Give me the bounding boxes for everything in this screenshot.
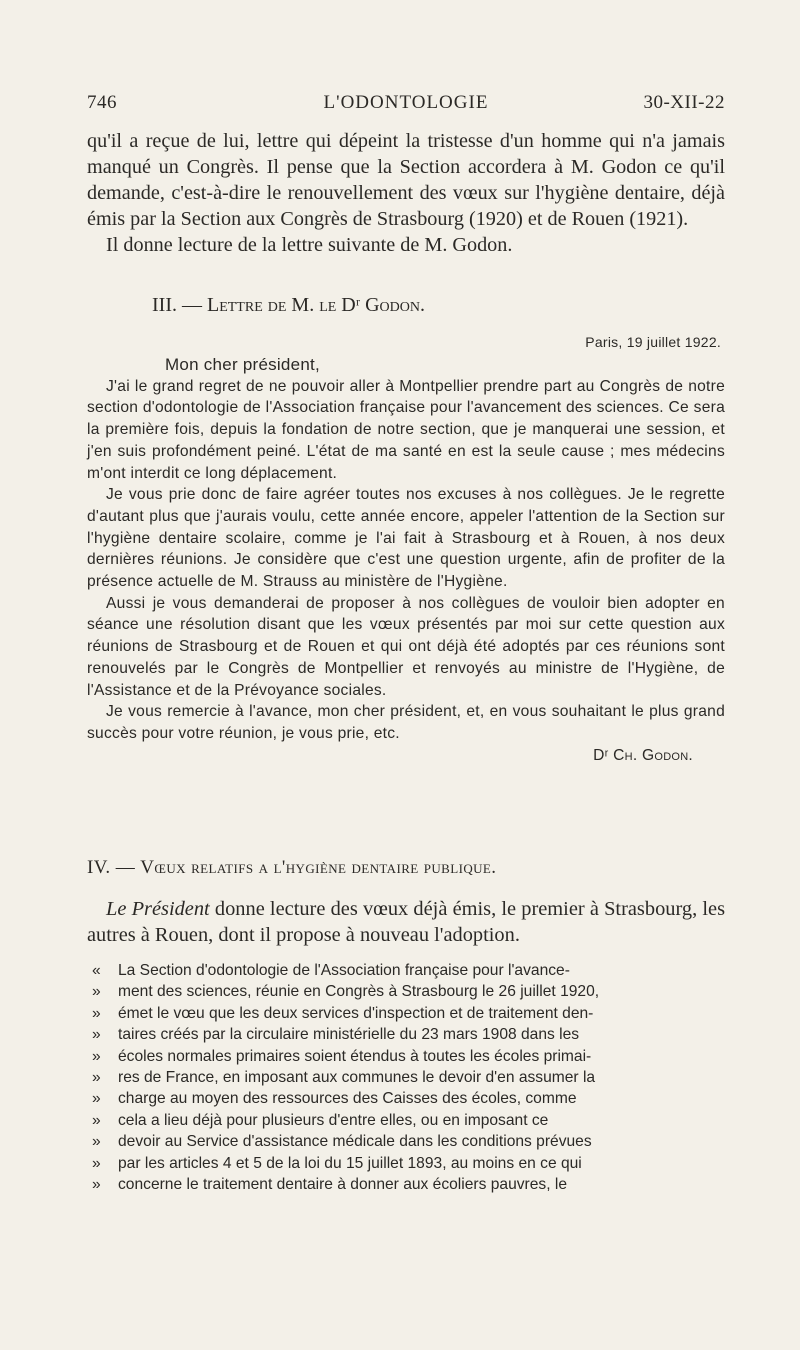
letter-paragraph: Je vous prie donc de faire agréer toutes nos excuses à nos collègues. Je le regrette d'autant plus que j'aurais voulu, cette année encore, appeler l'attention de la Section sur l'hygiène dentaire scolaire, comme je l'ai fait à Strasbourg et à Rouen, à nos deux dernières réunions. Je considère que c'est une question urgente, afin de profiter de la présence actuelle de M. Strauss au ministère de l'Hygiène. xyxy=(87,486,725,591)
letter-paragraph: Je vous remercie à l'avance, mon cher président, et, en vous souhaitant le plus grand succès pour votre réunion, je vous prie, etc. xyxy=(87,703,725,742)
section-title: Vœux relatifs a l'hygiène dentaire publique. xyxy=(140,857,497,878)
quote-line: » par les articles 4 et 5 de la loi du 15 juillet 1893, au moins en ce qui xyxy=(92,1154,582,1172)
quote-line: » cela a lieu déjà pour plusieurs d'entre elles, ou en imposant ce xyxy=(92,1111,549,1129)
intro-paragraph: Il donne lecture de la lettre suivante de M. Godon. xyxy=(106,234,513,256)
quote-line: » ment des sciences, réunie en Congrès à Strasbourg le 26 juillet 1920, xyxy=(92,983,600,1001)
quote-line: » émet le vœu que les deux services d'inspection et de traitement den- xyxy=(92,1004,594,1022)
president-label: Le Président xyxy=(106,898,210,920)
issue-date: 30-XII-22 xyxy=(643,92,725,113)
quote-line: » taires créés par la circulaire ministérielle du 23 mars 1908 dans les xyxy=(92,1026,580,1044)
president-statement: donne lecture des vœux déjà émis, le premier à Strasbourg, les autres à Rouen, dont il propose à nouveau l'adoption. xyxy=(87,898,726,946)
quote-line: » écoles normales primaires soient étendus à toutes les écoles primai- xyxy=(92,1047,592,1065)
intro-text xyxy=(87,128,725,258)
section-heading-iii xyxy=(152,294,712,317)
letter-paragraph: Aussi je vous demanderai de proposer à nos collègues de vouloir bien adopter en séance une résolution disant que les vœux présentés par moi sur cette question aux réunions de Strasbourg et de Rouen et qui ont déjà été adoptés par ces réunions sont renouvelés par le Congrès de Montpellier et renvoyés au ministre de l'Hygiène, de l'Assistance et de la Prévoyance sociales. xyxy=(87,594,725,699)
page-number: 746 xyxy=(87,92,117,113)
quote-line: « La Section d'odontologie de l'Association française pour l'avance- xyxy=(92,962,570,979)
letter-signature: Dʳ Ch. Godon. xyxy=(593,746,693,764)
running-title: L'ODONTOLOGIE xyxy=(323,92,489,113)
quoted-resolution xyxy=(92,960,722,1195)
section-title: Lettre de M. le Dʳ Godon. xyxy=(206,294,425,316)
letter-salutation: Mon cher président, xyxy=(165,354,320,374)
quote-line: » concerne le traitement dentaire à donner aux écoliers pauvres, le xyxy=(92,1176,568,1194)
letter-place-date: Paris, 19 juillet 1922. xyxy=(585,334,721,350)
letter-paragraph: J'ai le grand regret de ne pouvoir aller à Montpellier prendre part au Congrès de notre section d'odontologie de l'Association française pour l'avancement des sciences. Ce sera la première fois, depuis la fondation de notre section, que je manquerai une session, et j'en suis profondément peiné. L'état de ma santé en est la seule cause ; mes médecins m'ont interdit ce long déplacement. xyxy=(87,377,725,482)
section-number: III. — xyxy=(152,294,202,316)
section-number: IV. — xyxy=(87,857,136,878)
president-text xyxy=(87,896,725,948)
quote-line: » charge au moyen des ressources des Caisses des écoles, comme xyxy=(92,1090,577,1108)
letter xyxy=(87,332,725,766)
section-heading-iv xyxy=(87,857,725,879)
quote-line: » res de France, en imposant aux communes le devoir d'en assumer la xyxy=(92,1069,596,1087)
quote-line: » devoir au Service d'assistance médicale dans les conditions prévues xyxy=(92,1133,592,1151)
intro-paragraph: qu'il a reçue de lui, lettre qui dépeint la tristesse d'un homme qui n'a jamais manqué un Congrès. Il pense que la Section accordera à M. Godon ce qu'il demande, c'est-à-dire le renouvellement des vœux sur l'hygiène dentaire, déjà émis par la Section aux Congrès de Strasbourg (1920) et de Rouen (1921). xyxy=(87,130,725,230)
